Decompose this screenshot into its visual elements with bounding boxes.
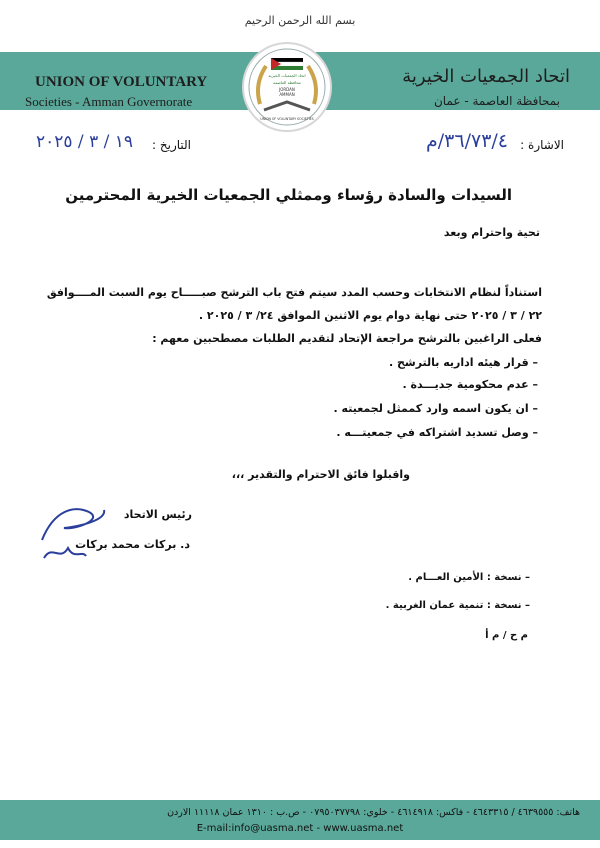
bismillah-line: بسم الله الرحمن الرحيم bbox=[244, 14, 356, 27]
requirement-text: قرار هيئه اداريه بالترشح . bbox=[388, 356, 529, 369]
requirement-text: وصل تسديد اشتراكه في جمعيتـــه . bbox=[336, 426, 529, 439]
footer-contacts: هاتف: ٤٦٣٩٥٥٥ / ٤٦٤٣٣١٥ - فاكس: ٤٦١٤٩١٨ - خلوي: ٠٧٩٥٠٣٧٧٩٨ - ص.ب : ١٣١٠ عمان ١١١١٨ الاردن bbox=[167, 807, 580, 818]
reference-label: الاشارة : bbox=[520, 138, 564, 152]
footer-band bbox=[0, 800, 600, 840]
union-seal-icon bbox=[244, 44, 330, 130]
greeting: تحية واحترام وبعد bbox=[443, 226, 540, 239]
svg-text:AMMAN: AMMAN bbox=[279, 92, 295, 97]
requirement-item: – وصل تسديد اشتراكه في جمعيتـــه . bbox=[336, 426, 538, 439]
org-name-ar-line2: بمحافظة العاصمة - عمان bbox=[433, 94, 560, 108]
recipients-heading: السيدات والسادة رؤساء وممثلي الجمعيات الخيرية المحترمين bbox=[65, 186, 512, 204]
signatory-name: د. بركات محمد بركات bbox=[75, 538, 190, 551]
org-name-en-line1: UNION OF VOLUNTARY bbox=[35, 74, 208, 90]
union-logo bbox=[242, 42, 332, 132]
file-code: م ح / م أ bbox=[485, 630, 528, 641]
requirement-item: – ان يكون اسمه وارد كممثل لجمعيته . bbox=[333, 402, 538, 415]
body-paragraph-2: فعلى الراغبين بالترشح مراجعة الإتحاد لتقديم الطلبات مصطحبين معهم : bbox=[152, 332, 542, 345]
svg-text:اتحاد الجمعيات الخيرية: اتحاد الجمعيات الخيرية bbox=[268, 73, 306, 78]
footer-web: E-mail:info@uasma.net - www.uasma.net bbox=[196, 823, 404, 834]
reference-number: ٣٦/٧٣/٤/م bbox=[426, 130, 508, 152]
signatory-title: رئيس الاتحاد bbox=[123, 508, 192, 521]
org-name-ar-line1: اتحاد الجمعيات الخيرية bbox=[402, 66, 570, 87]
copy-to-line: – نسخة : تنمية عمان الغربية . bbox=[385, 600, 530, 611]
requirement-item: – عدم محكومية جديـــدة . bbox=[402, 378, 538, 391]
closing-line: واقبلوا فائق الاحترام والتقدير ،،، bbox=[231, 468, 410, 481]
requirement-text: ان يكون اسمه وارد كممثل لجمعيته . bbox=[333, 402, 529, 415]
body-paragraph-1-line-1: استناداً لنظام الانتخابات وحسب المدد سيتم فتح باب الترشح صبـــــاح يوم السبت المــــوافق bbox=[46, 286, 542, 299]
copy-to-text: نسخة : الأمين العـــام . bbox=[408, 572, 522, 583]
copy-to-text: نسخة : تنمية عمان الغربية . bbox=[385, 600, 522, 611]
handwritten-signature bbox=[34, 500, 114, 570]
svg-text:JORDAN: JORDAN bbox=[279, 87, 295, 92]
requirement-item: – قرار هيئه اداريه بالترشح . bbox=[388, 356, 538, 369]
requirement-text: عدم محكومية جديـــدة . bbox=[402, 378, 529, 391]
copy-to-line: – نسخة : الأمين العـــام . bbox=[408, 572, 530, 583]
svg-text:UNION OF VOLUNTARY SOCIETIES: UNION OF VOLUNTARY SOCIETIES bbox=[260, 117, 314, 121]
date-label: التاريخ : bbox=[152, 138, 192, 152]
org-name-en-line2: Societies - Amman Governorate bbox=[25, 94, 193, 109]
letter-date: ١٩ / ٣ / ٢٠٢٥ bbox=[36, 132, 134, 152]
svg-text:محافظة العاصمة: محافظة العاصمة bbox=[273, 80, 301, 85]
body-paragraph-1-line-2: ٢٢ / ٣ / ٢٠٢٥ حتى نهاية دوام يوم الاثنين الموافق ٢٤/ ٣ / ٢٠٢٥ . bbox=[198, 309, 542, 322]
